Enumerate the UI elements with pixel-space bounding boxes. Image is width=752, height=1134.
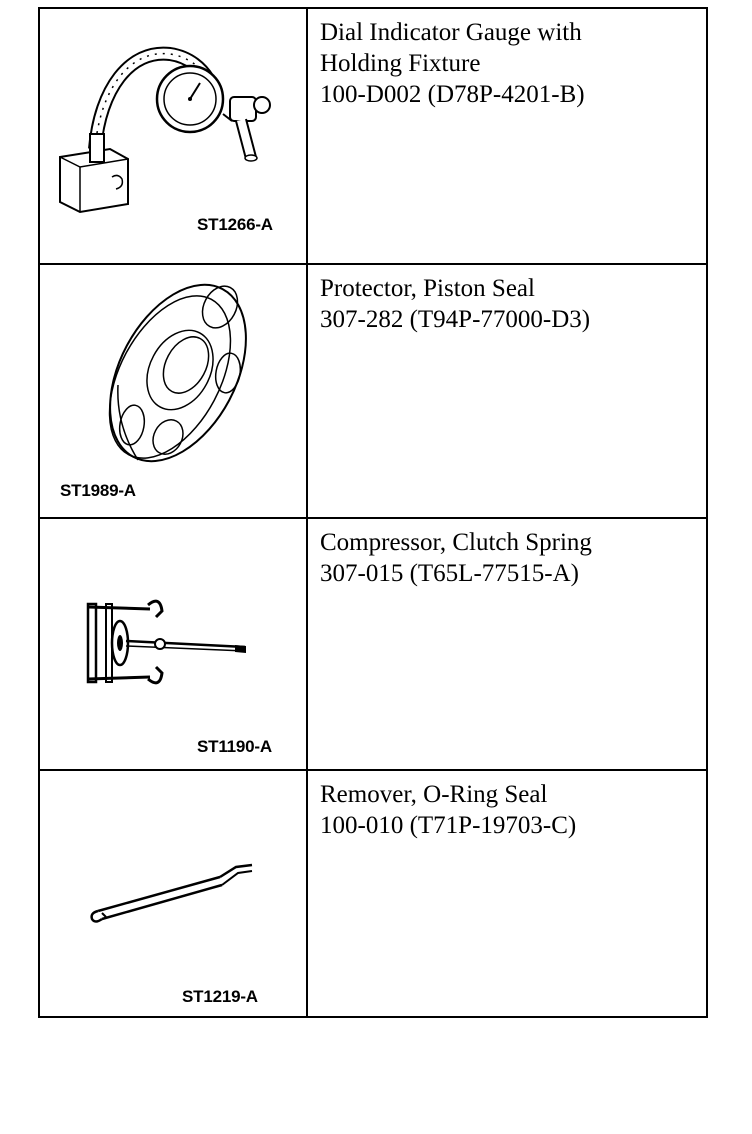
tool-row-clutch-spring-compressor: [40, 517, 706, 769]
tool-illustration-cell: [40, 771, 308, 1018]
tool-illustration-cell: [40, 9, 308, 263]
tool-part-number: 307-015 (T65L-77515-A): [320, 560, 579, 587]
tool-name-line-1: Compressor, Clutch Spring: [320, 529, 592, 556]
illustration-code: ST1989-A: [60, 481, 136, 500]
illustration-code: ST1219-A: [182, 987, 258, 1006]
illustration-code: ST1190-A: [197, 737, 272, 756]
tool-row-piston-seal-protector: [40, 263, 706, 517]
piston-seal-protector-icon: [40, 265, 306, 517]
tool-name-line-2: Holding Fixture: [320, 50, 481, 77]
tool-description: [320, 527, 700, 589]
tool-illustration-cell: [40, 265, 308, 517]
tool-illustration-cell: [40, 519, 308, 769]
tool-name-line-1: Protector, Piston Seal: [320, 275, 535, 302]
tool-name-line-1: Dial Indicator Gauge with: [320, 19, 582, 46]
tool-part-number: 100-D002 (D78P-4201-B): [320, 81, 585, 108]
tool-description: [320, 779, 700, 841]
tool-part-number: 100-010 (T71P-19703-C): [320, 812, 577, 839]
tool-part-number: 307-282 (T94P-77000-D3): [320, 306, 591, 333]
tool-row-dial-indicator: [40, 9, 706, 263]
o-ring-remover-icon: [40, 771, 306, 1018]
tool-description: [320, 17, 700, 110]
clutch-spring-compressor-icon: [40, 519, 306, 769]
tool-name-line-1: Remover, O-Ring Seal: [320, 781, 548, 808]
tool-row-o-ring-remover: [40, 769, 706, 1018]
tool-description: [320, 273, 700, 335]
special-tools-table: [38, 7, 708, 1018]
illustration-code: ST1266-A: [197, 215, 273, 234]
